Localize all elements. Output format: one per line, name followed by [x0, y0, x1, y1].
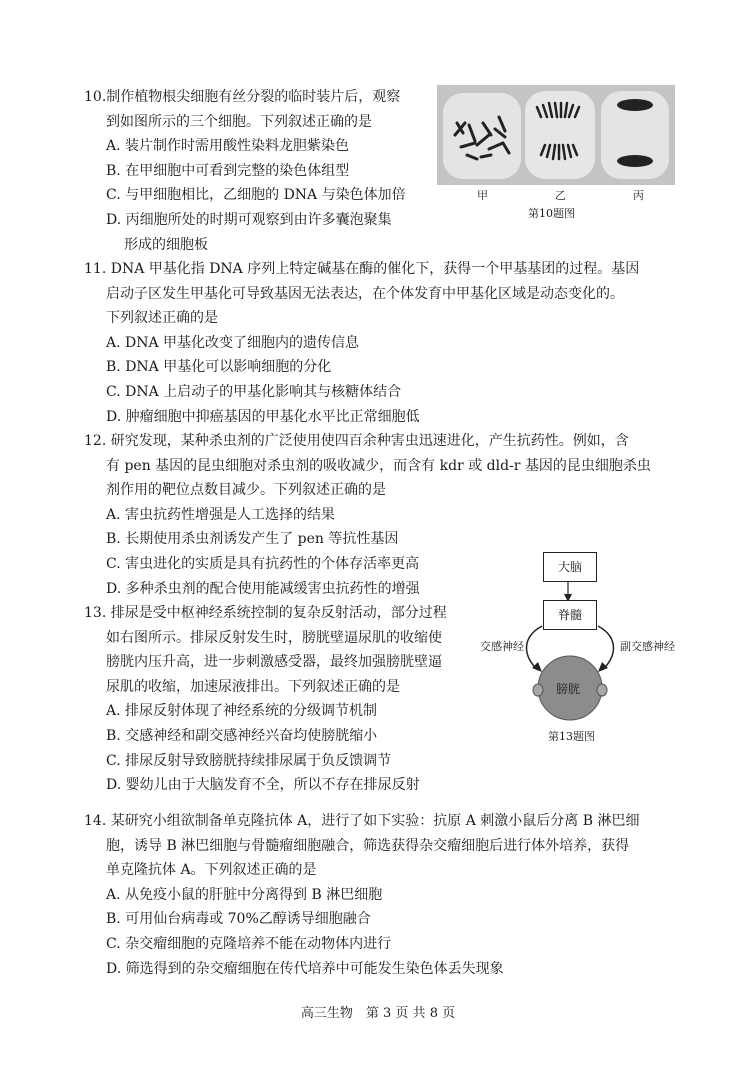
question-text: 到如图所示的三个细胞。下列叙述正确的是 — [106, 113, 372, 130]
option-b: B. 可用仙台病毒或 70%乙醇诱导细胞融合 — [106, 911, 371, 928]
question-text: 13. 排尿是受中枢神经系统控制的复杂反射活动，部分过程 — [84, 605, 447, 621]
option-d: D. 婴幼儿由于大脑发育不全，所以不存在排尿反射 — [106, 777, 420, 794]
sympathetic-arrow — [527, 626, 543, 670]
question-text: 单克隆抗体 A。下列叙述正确的是 — [106, 862, 317, 879]
figure-10-micrograph — [437, 85, 675, 185]
parasympathetic-arrow — [598, 626, 614, 670]
question-text: 有 pen 基因的昆虫细胞对杀虫剂的吸收减少，而含有 kdr 或 dld-r 基因的昆虫细胞杀虫 — [106, 457, 651, 474]
sympathetic-label: 交感神经 — [480, 640, 524, 653]
question-14 — [84, 809, 684, 981]
question-text: 下列叙述正确的是 — [106, 310, 218, 327]
figure-10-caption: 第10题图 — [528, 207, 575, 220]
figure-10-labels — [437, 187, 675, 205]
option-c: C. DNA 上启动子的甲基化影响其与核糖体结合 — [106, 383, 402, 400]
option-d: D. 肿瘤细胞中抑癌基因的甲基化水平比正常细胞低 — [106, 408, 420, 425]
option-d: D. 筛选得到的杂交瘤细胞在传代培养中可能发生染色体丢失现象 — [106, 960, 504, 977]
option-a: A. 从免疫小鼠的肝脏中分离得到 B 淋巴细胞 — [106, 886, 383, 903]
question-10 — [84, 85, 434, 257]
cell-micrograph-image — [437, 85, 675, 185]
option-c: C. 排尿反射导致膀胱持续排尿属于负反馈调节 — [106, 752, 392, 769]
bladder-label: 膀胱 — [556, 682, 581, 696]
figure-13-diagram — [480, 548, 690, 748]
question-text: 剂作用的靶位点数目减少。下列叙述正确的是 — [106, 482, 386, 499]
label-bing: 丙 — [633, 189, 644, 202]
question-text: 胞，诱导 B 淋巴细胞与骨髓瘤细胞融合，筛选获得杂交瘤细胞后进行体外培养，获得 — [106, 837, 630, 854]
question-11 — [84, 257, 684, 429]
option-c: C. 杂交瘤细胞的克隆培养不能在动物体内进行 — [106, 935, 392, 952]
option-b: B. 在甲细胞中可看到完整的染色体组型 — [106, 162, 350, 179]
question-text: 如右图所示。排尿反射发生时，膀胱壁逼尿肌的收缩使 — [106, 629, 442, 646]
question-text: 14. 某研究小组欲制备单克隆抗体 A，进行了如下实验：抗原 A 刺激小鼠后分离 B 淋巴细 — [84, 813, 640, 829]
option-a: A. DNA 甲基化改变了细胞内的遗传信息 — [106, 334, 360, 351]
question-text: 12. 研究发现，某种杀虫剂的广泛使用使四百余种害虫迅速进化，产生抗药性。例如，含 — [84, 433, 629, 449]
option-d: D. 多种杀虫剂的配合使用能减缓害虫抗药性的增强 — [106, 580, 420, 597]
question-text: 11. DNA 甲基化指 DNA 序列上特定碱基在酶的催化下，获得一个甲基基团的过程。基因 — [84, 261, 640, 277]
spinal-cord-box: 脊髓 — [543, 600, 597, 630]
option-b: B. DNA 甲基化可以影响细胞的分化 — [106, 359, 332, 376]
page-footer: 高三生物 第 3 页 共 8 页 — [300, 1006, 456, 1021]
brain-box: 大脑 — [543, 552, 597, 582]
question-text: 尿肌的收缩，加速尿液排出。下列叙述正确的是 — [106, 678, 400, 695]
option-d: D. 丙细胞所处的时期可观察到由许多囊泡聚集 — [106, 211, 392, 228]
option-d-continued: 形成的细胞板 — [124, 236, 208, 253]
option-a: A. 排尿反射体现了神经系统的分级调节机制 — [106, 703, 378, 720]
question-text: 10.制作植物根尖细胞有丝分裂的临时装片后，观察 — [84, 89, 401, 105]
option-c: C. 害虫进化的实质是具有抗药性的个体存活率更高 — [106, 555, 420, 572]
option-c: C. 与甲细胞相比，乙细胞的 DNA 与染色体加倍 — [106, 187, 406, 204]
parasympathetic-label: 副交感神经 — [620, 640, 675, 653]
figure-13-caption: 第13题图 — [548, 730, 595, 743]
option-b: B. 交感神经和副交感神经兴奋均使膀胱缩小 — [106, 727, 378, 744]
option-a: A. 装片制作时需用酸性染料龙胆紫染色 — [106, 138, 350, 155]
label-yi: 乙 — [555, 189, 566, 202]
option-a: A. 害虫抗药性增强是人工选择的结果 — [106, 506, 336, 523]
label-jia: 甲 — [477, 189, 488, 202]
question-text: 膀胱内压升高，进一步刺激感受器，最终加强膀胱壁逼 — [106, 654, 442, 671]
question-13 — [84, 601, 447, 798]
option-b: B. 长期使用杀虫剂诱发产生了 pen 等抗性基因 — [106, 531, 399, 548]
question-text: 启动子区发生甲基化可导致基因无法表达，在个体发育中甲基化区域是动态变化的。 — [106, 285, 624, 302]
